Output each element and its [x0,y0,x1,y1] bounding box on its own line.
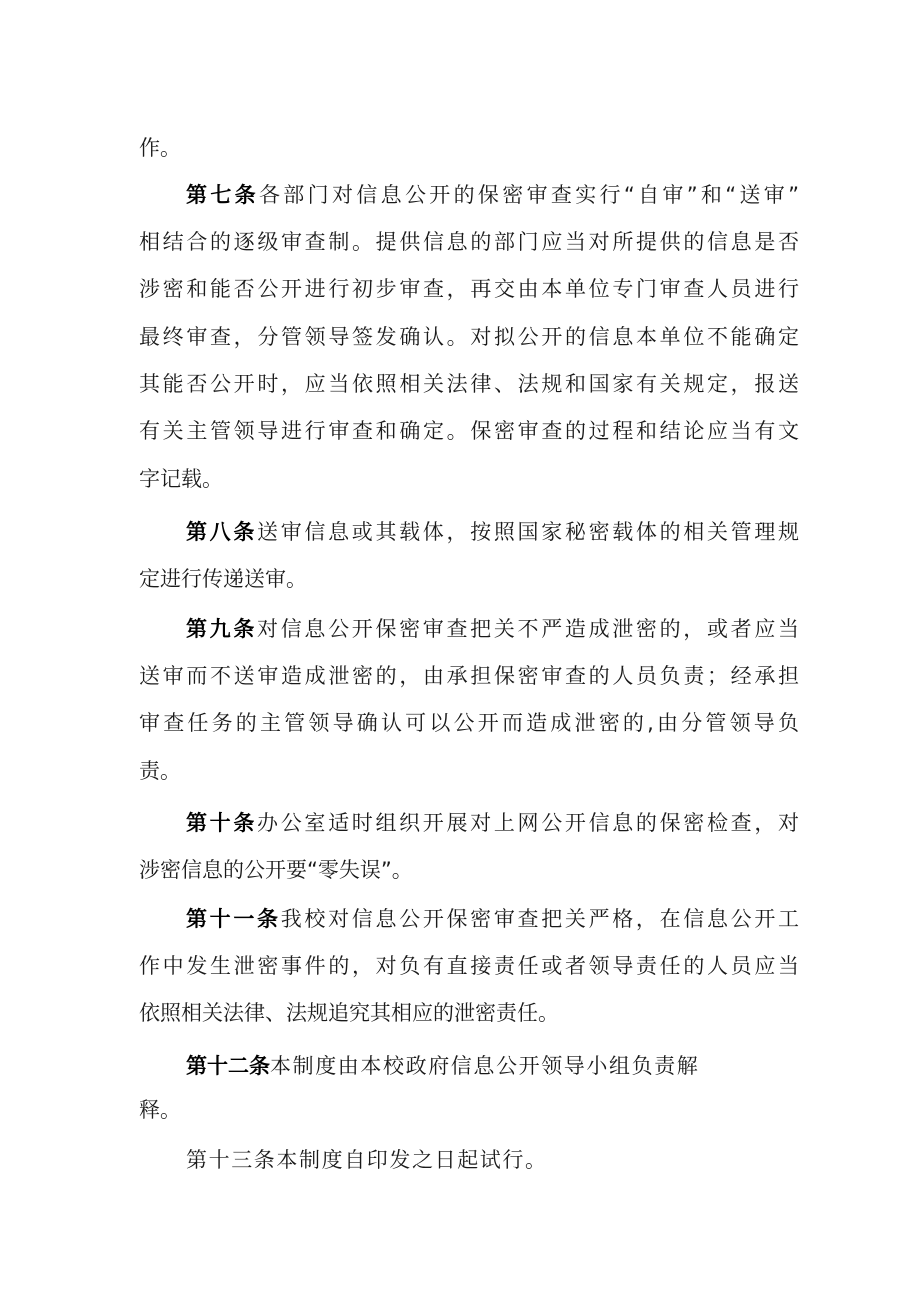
text-line: 最终审查，分管领导签发确认。对拟公开的信息本单位不能确定 [139,325,799,349]
text-line: 有关主管领导进行审查和确定。保密审查的过程和结论应当有文 [139,419,799,443]
article-11-heading-line: 第十一条我校对信息公开保密审查把关严格，在信息公开工 [186,907,800,931]
article-number: 第十一条 [186,907,281,931]
article-10-heading-line: 第十条办公室适时组织开展对上网公开信息的保密检查，对 [186,811,800,835]
article-number: 第八条 [186,520,258,544]
article-number: 第十二条 [186,1054,270,1078]
text-line: 作中发生泄密事件的，对负有直接责任或者领导责任的人员应当 [139,954,799,978]
article-number: 第十条 [186,811,258,835]
text-line: 涉密和能否公开进行初步审查，再交由本单位专门审查人员进行 [139,277,799,301]
text-line: 定进行传递送审。 [139,567,307,591]
text-line: 送审而不送审造成泄密的，由承担保密审查的人员负责；经承担 [139,664,799,688]
article-number: 第九条 [186,617,258,641]
article-7-heading-line: 第七条各部门对信息公开的保密审查实行“自审”和“送审” [186,183,799,207]
text-line: 作。 [139,136,181,160]
text-line: 涉密信息的公开要“零失误”。 [139,858,413,882]
text-line: 释。 [139,1098,181,1122]
text-line: 字记载。 [139,467,223,491]
text-line: 审查任务的主管领导确认可以公开而造成泄密的,由分管领导负 [139,711,799,735]
text-line: 依照相关法律、法规追究其相应的泄密责任。 [139,1001,559,1025]
article-8-heading-line: 第八条送审信息或其载体，按照国家秘密载体的相关管理规 [186,520,800,544]
text-line: 相结合的逐级审查制。提供信息的部门应当对所提供的信息是否 [139,230,799,254]
article-9-heading-line: 第九条对信息公开保密审查把关不严造成泄密的，或者应当 [186,617,800,641]
text-line: 责。 [139,759,181,783]
text-line: 其能否公开时，应当依照相关法律、法规和国家有关规定，报送 [139,372,799,396]
article-12-heading-line: 第十二条本制度由本校政府信息公开领导小组负责解 [186,1054,700,1078]
article-13-line: 第十三条本制度自印发之日起试行。 [186,1148,548,1172]
article-number: 第七条 [186,183,259,207]
